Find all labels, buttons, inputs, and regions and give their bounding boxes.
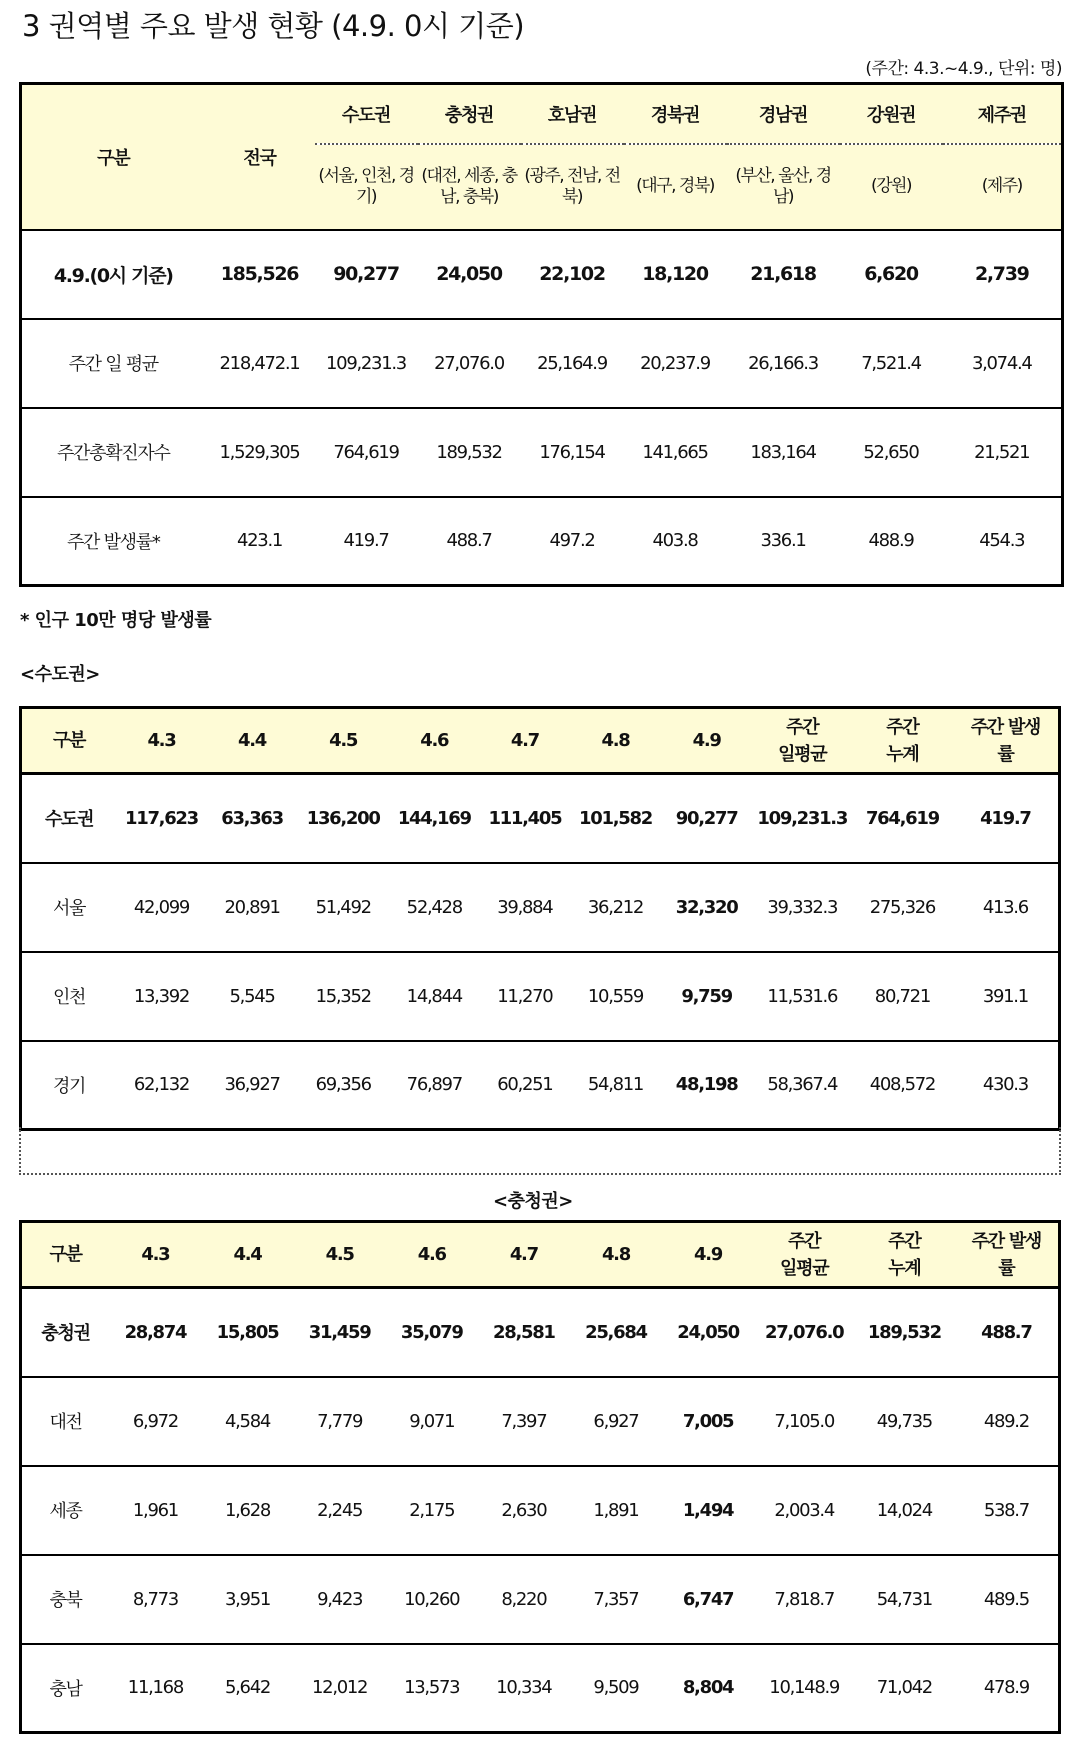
cell-value: 63,363 xyxy=(207,774,298,863)
cell-value: 21,521 xyxy=(943,408,1063,497)
cell-value: 109,231.3 xyxy=(315,319,418,408)
summary-row xyxy=(21,230,1063,319)
cell-value: 391.1 xyxy=(953,952,1060,1041)
cell-value: 764,619 xyxy=(315,408,418,497)
cell-value: 8,220 xyxy=(478,1555,571,1644)
column-header: 4.3 xyxy=(116,708,207,774)
cell-value: 8,804 xyxy=(662,1644,755,1733)
cell-value: 144,169 xyxy=(389,774,480,863)
cell-value: 49,735 xyxy=(854,1377,955,1466)
cell-value: 11,531.6 xyxy=(752,952,852,1041)
row-label: 주간총확진자수 xyxy=(21,408,205,497)
column-header: 4.8 xyxy=(570,1222,662,1288)
cell-value: 62,132 xyxy=(116,1041,207,1130)
cell-value: 48,198 xyxy=(661,1041,753,1130)
cell-value: 2,739 xyxy=(943,230,1063,319)
cell-value: 4,584 xyxy=(202,1377,294,1466)
cell-value: 7,005 xyxy=(662,1377,755,1466)
chungcheong-region-table xyxy=(19,1220,1061,1734)
cell-value: 408,572 xyxy=(852,1041,953,1130)
region-sub: (부산, 울산, 경남) xyxy=(727,144,840,230)
cell-value: 39,884 xyxy=(480,863,571,952)
region-name: 강원권 xyxy=(840,84,943,144)
table-row xyxy=(21,863,1060,952)
page-title: 3 권역별 주요 발생 현황 (4.9. 0시 기준) xyxy=(22,9,525,43)
cell-value: 36,927 xyxy=(207,1041,298,1130)
region-name: 경남권 xyxy=(727,84,840,144)
row-label: 대전 xyxy=(21,1377,110,1466)
row-label: 충남 xyxy=(21,1644,110,1733)
cell-value: 7,105.0 xyxy=(754,1377,854,1466)
cell-value: 2,175 xyxy=(386,1466,478,1555)
cell-value: 27,076.0 xyxy=(418,319,521,408)
cell-value: 7,357 xyxy=(570,1555,662,1644)
column-header: 4.5 xyxy=(293,1222,386,1288)
cell-value: 52,650 xyxy=(840,408,943,497)
capital-region-table xyxy=(19,706,1061,1131)
cell-value: 25,164.9 xyxy=(521,319,624,408)
header-nation: 전국 xyxy=(205,84,315,230)
cell-value: 25,684 xyxy=(570,1288,662,1377)
cell-value: 101,582 xyxy=(570,774,661,863)
row-label: 4.9.(0시 기준) xyxy=(21,230,205,319)
header-label: 구분 xyxy=(21,84,205,230)
cell-value: 419.7 xyxy=(315,497,418,586)
summary-row xyxy=(21,497,1063,586)
column-header: 4.5 xyxy=(297,708,389,774)
cell-value: 20,237.9 xyxy=(624,319,727,408)
cell-value: 423.1 xyxy=(205,497,315,586)
cell-value: 10,148.9 xyxy=(754,1644,854,1733)
row-label: 충청권 xyxy=(21,1288,110,1377)
table-row xyxy=(21,1377,1060,1466)
header-row xyxy=(21,708,1060,774)
cell-value: 419.7 xyxy=(953,774,1060,863)
cell-value: 488.7 xyxy=(955,1288,1060,1377)
region-sub: (강원) xyxy=(840,144,943,230)
column-header: 4.8 xyxy=(570,708,661,774)
cell-value: 20,891 xyxy=(207,863,298,952)
cell-value: 80,721 xyxy=(852,952,953,1041)
cell-value: 10,559 xyxy=(570,952,661,1041)
cell-value: 2,245 xyxy=(293,1466,386,1555)
cell-value: 58,367.4 xyxy=(752,1041,852,1130)
cell-value: 7,521.4 xyxy=(840,319,943,408)
cell-value: 489.2 xyxy=(955,1377,1060,1466)
cell-value: 24,050 xyxy=(662,1288,755,1377)
cell-value: 31,459 xyxy=(293,1288,386,1377)
cell-value: 22,102 xyxy=(521,230,624,319)
cell-value: 9,423 xyxy=(293,1555,386,1644)
dotted-spacer xyxy=(19,1127,1061,1175)
cell-value: 5,642 xyxy=(202,1644,294,1733)
summary-row xyxy=(21,408,1063,497)
cell-value: 90,277 xyxy=(315,230,418,319)
column-header: 4.6 xyxy=(389,708,480,774)
column-header: 4.9 xyxy=(661,708,753,774)
section-label-capital: <수도권> xyxy=(20,664,100,685)
cell-value: 35,079 xyxy=(386,1288,478,1377)
region-sub: (광주, 전남, 전북) xyxy=(521,144,624,230)
cell-value: 11,168 xyxy=(109,1644,202,1733)
cell-value: 21,618 xyxy=(727,230,840,319)
cell-value: 10,334 xyxy=(478,1644,571,1733)
cell-value: 185,526 xyxy=(205,230,315,319)
cell-value: 26,166.3 xyxy=(727,319,840,408)
cell-value: 1,628 xyxy=(202,1466,294,1555)
cell-value: 28,581 xyxy=(478,1288,571,1377)
cell-value: 69,356 xyxy=(297,1041,389,1130)
cell-value: 136,200 xyxy=(297,774,389,863)
cell-value: 11,270 xyxy=(480,952,571,1041)
column-header: 구분 xyxy=(21,1222,110,1288)
table-row xyxy=(21,1288,1060,1377)
column-header: 주간 일평균 xyxy=(754,1222,854,1288)
cell-value: 7,779 xyxy=(293,1377,386,1466)
cell-value: 10,260 xyxy=(386,1555,478,1644)
column-header: 주간 일평균 xyxy=(752,708,852,774)
cell-value: 6,747 xyxy=(662,1555,755,1644)
column-header: 주간 누계 xyxy=(852,708,953,774)
cell-value: 9,071 xyxy=(386,1377,478,1466)
cell-value: 1,961 xyxy=(109,1466,202,1555)
column-header: 주간 누계 xyxy=(854,1222,955,1288)
cell-value: 478.9 xyxy=(955,1644,1060,1733)
cell-value: 454.3 xyxy=(943,497,1063,586)
cell-value: 6,972 xyxy=(109,1377,202,1466)
cell-value: 76,897 xyxy=(389,1041,480,1130)
cell-value: 54,811 xyxy=(570,1041,661,1130)
cell-value: 189,532 xyxy=(418,408,521,497)
region-name: 충청권 xyxy=(418,84,521,144)
summary-header-row xyxy=(21,84,1063,144)
column-header: 4.6 xyxy=(386,1222,478,1288)
cell-value: 109,231.3 xyxy=(752,774,852,863)
cell-value: 32,320 xyxy=(661,863,753,952)
column-header: 주간 발생 률 xyxy=(955,1222,1060,1288)
cell-value: 2,003.4 xyxy=(754,1466,854,1555)
cell-value: 28,874 xyxy=(109,1288,202,1377)
cell-value: 15,805 xyxy=(202,1288,294,1377)
cell-value: 189,532 xyxy=(854,1288,955,1377)
cell-value: 14,024 xyxy=(854,1466,955,1555)
cell-value: 497.2 xyxy=(521,497,624,586)
cell-value: 413.6 xyxy=(953,863,1060,952)
cell-value: 5,545 xyxy=(207,952,298,1041)
column-header: 4.9 xyxy=(662,1222,755,1288)
region-sub: (제주) xyxy=(943,144,1063,230)
column-header: 4.7 xyxy=(478,1222,571,1288)
row-label: 주간 발생률* xyxy=(21,497,205,586)
cell-value: 52,428 xyxy=(389,863,480,952)
cell-value: 2,630 xyxy=(478,1466,571,1555)
row-label: 인천 xyxy=(21,952,117,1041)
table-row xyxy=(21,1555,1060,1644)
cell-value: 36,212 xyxy=(570,863,661,952)
cell-value: 488.7 xyxy=(418,497,521,586)
cell-value: 6,620 xyxy=(840,230,943,319)
cell-value: 336.1 xyxy=(727,497,840,586)
region-sub: (대전, 세종, 충남, 충북) xyxy=(418,144,521,230)
column-header: 4.7 xyxy=(480,708,571,774)
region-name: 수도권 xyxy=(315,84,418,144)
cell-value: 141,665 xyxy=(624,408,727,497)
cell-value: 488.9 xyxy=(840,497,943,586)
cell-value: 13,573 xyxy=(386,1644,478,1733)
cell-value: 15,352 xyxy=(297,952,389,1041)
region-name: 호남권 xyxy=(521,84,624,144)
row-label: 주간 일 평균 xyxy=(21,319,205,408)
cell-value: 176,154 xyxy=(521,408,624,497)
cell-value: 14,844 xyxy=(389,952,480,1041)
column-header: 구분 xyxy=(21,708,117,774)
cell-value: 489.5 xyxy=(955,1555,1060,1644)
region-sub: (대구, 경북) xyxy=(624,144,727,230)
cell-value: 111,405 xyxy=(480,774,571,863)
cell-value: 42,099 xyxy=(116,863,207,952)
cell-value: 3,951 xyxy=(202,1555,294,1644)
cell-value: 60,251 xyxy=(480,1041,571,1130)
table-row xyxy=(21,774,1060,863)
cell-value: 7,818.7 xyxy=(754,1555,854,1644)
cell-value: 6,927 xyxy=(570,1377,662,1466)
cell-value: 764,619 xyxy=(852,774,953,863)
cell-value: 12,012 xyxy=(293,1644,386,1733)
cell-value: 538.7 xyxy=(955,1466,1060,1555)
cell-value: 1,891 xyxy=(570,1466,662,1555)
cell-value: 54,731 xyxy=(854,1555,955,1644)
column-header: 주간 발생 률 xyxy=(953,708,1060,774)
row-label: 서울 xyxy=(21,863,117,952)
footnote: * 인구 10만 명당 발생률 xyxy=(20,610,212,631)
region-name: 제주권 xyxy=(943,84,1063,144)
cell-value: 27,076.0 xyxy=(754,1288,854,1377)
column-header: 4.3 xyxy=(109,1222,202,1288)
region-sub: (서울, 인천, 경기) xyxy=(315,144,418,230)
cell-value: 430.3 xyxy=(953,1041,1060,1130)
header-row xyxy=(21,1222,1060,1288)
cell-value: 218,472.1 xyxy=(205,319,315,408)
cell-value: 275,326 xyxy=(852,863,953,952)
unit-note: (주간: 4.3.~4.9., 단위: 명) xyxy=(865,59,1062,79)
cell-value: 24,050 xyxy=(418,230,521,319)
table-row xyxy=(21,1041,1060,1130)
cell-value: 39,332.3 xyxy=(752,863,852,952)
cell-value: 1,529,305 xyxy=(205,408,315,497)
cell-value: 8,773 xyxy=(109,1555,202,1644)
row-label: 수도권 xyxy=(21,774,117,863)
cell-value: 9,759 xyxy=(661,952,753,1041)
cell-value: 183,164 xyxy=(727,408,840,497)
summary-row xyxy=(21,319,1063,408)
cell-value: 13,392 xyxy=(116,952,207,1041)
column-header: 4.4 xyxy=(207,708,298,774)
cell-value: 18,120 xyxy=(624,230,727,319)
cell-value: 3,074.4 xyxy=(943,319,1063,408)
table-row xyxy=(21,952,1060,1041)
column-header: 4.4 xyxy=(202,1222,294,1288)
cell-value: 9,509 xyxy=(570,1644,662,1733)
cell-value: 51,492 xyxy=(297,863,389,952)
section-label-chungcheong: <충청권> xyxy=(493,1191,573,1212)
cell-value: 90,277 xyxy=(661,774,753,863)
region-name: 경북권 xyxy=(624,84,727,144)
table-row xyxy=(21,1466,1060,1555)
row-label: 세종 xyxy=(21,1466,110,1555)
row-label: 충북 xyxy=(21,1555,110,1644)
table-row xyxy=(21,1644,1060,1733)
cell-value: 403.8 xyxy=(624,497,727,586)
cell-value: 71,042 xyxy=(854,1644,955,1733)
cell-value: 117,623 xyxy=(116,774,207,863)
cell-value: 7,397 xyxy=(478,1377,571,1466)
cell-value: 1,494 xyxy=(662,1466,755,1555)
regional-summary-table xyxy=(19,82,1064,587)
row-label: 경기 xyxy=(21,1041,117,1130)
